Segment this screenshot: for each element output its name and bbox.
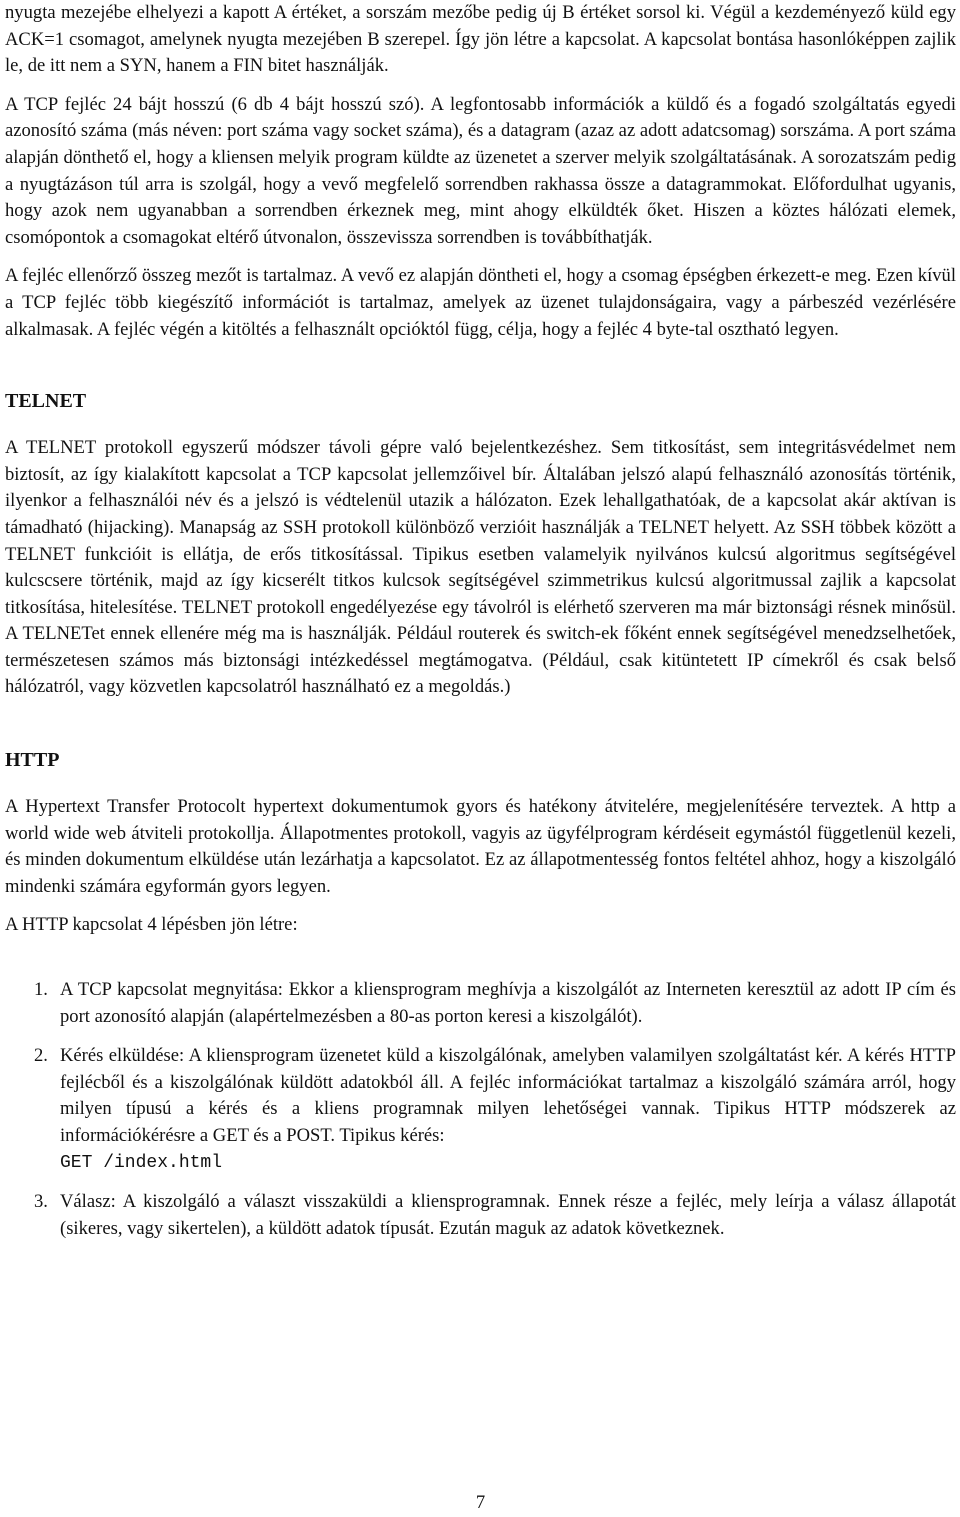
checksum-paragraph: A fejléc ellenőrző összeg mezőt is tartalmaz. A vevő ez alapján döntheti el, hogy a csomag épségben érkezett-e meg. Ezen kívül a TCP fejléc több kiegészítő információt is tartalmaz, amelyek az üzenet tulajdonságaira, vagy a párbeszéd vezérlésére alkalmasak. A fejléc végén a kitöltés a felhasznált opcióktól függ, célja, hogy a fejléc 4 byte-tal osztható legyen.	[5, 265, 956, 340]
step-number: 1.	[34, 979, 48, 1001]
telnet-paragraph: A TELNET protokoll egyszerű módszer távoli gépre való bejelentkezéshez. Sem titkosítást, sem integritásvédelmet nem biztosít, az így kialakított kapcsolat a TCP kapcsolat jellemzőivel bír. Általában jelszó alapú felhasználó azonosítás történik, ilyenkor a felhasználói név és a jelszó is védtelenül utazik a hálózaton. Ezek lehallgathatóak, de a kapcsolat akár aktívan is támadható (hijacking). Manapság az SSH protokoll különböző verzióit használják a TELNET helyett. Az SSH többek között a TELNET funkcióit is ellátja, de erős titkosítással. Tipikus esetben valamelyik nyilvános kulcsú algoritmus segítségével kulcscsere történik, majd az így kicserélt titkos kulcsok segítségével szimmetrikus kulcsú algoritmussal zajlik a kapcsolat titkosítása, hitelesítése. TELNET protokoll engedélyezése egy távolról is elérhető szerveren ma már biztonsági résnek minősül. A TELNETet ennek ellenére még ma is használják. Például routerek és switch-ek főként ennek segítségével menedzselhetőek, természetesen számos más biztonsági intézkedéssel megtámogatva. (Például, csak kitüntetett IP címekről és csak belső hálózatról, vagy közvetlen kapcsolatról használható ez a megoldás.)	[5, 437, 956, 698]
http-steps-list	[5, 977, 956, 1242]
http-heading: HTTP	[5, 749, 60, 772]
page-number: 7	[475, 1492, 486, 1513]
http-paragraph: A Hypertext Transfer Protocolt hypertext dokumentumok gyors és hatékony átvitelére, megjelenítésére terveztek. A http a world wide web átviteli protokollja. Állapotmentes protokoll, vagyis az ügyfélprogram kérdéseit egymástól függetlenül kezeli, és minden dokumentum elküldése után lezárhatja a kapcsolatot. Ez az állapotmentesség fontos feltétel ahhoz, hogy a kiszolgáló mindenki számára egyformán gyors legyen.	[5, 796, 956, 897]
code-example: GET /index.html	[60, 1152, 223, 1173]
http-steps-intro: A HTTP kapcsolat 4 lépésben jön létre:	[5, 914, 298, 936]
list-item	[5, 1189, 956, 1242]
telnet-heading: TELNET	[5, 390, 87, 413]
list-item	[5, 1043, 956, 1176]
step-text: Kérés elküldése: A kliensprogram üzenetet küld a kiszolgálónak, amelyben valamilyen szolgáltatást kér. A kérés HTTP fejlécből és a kiszolgálónak küldött adatokból áll. A fejléc információkat tartalmaz a kiszolgáló számára arról, hogy milyen típusú a kérés és a kliens programnak milyen lehetőségei vannak. Tipikus HTTP módszerek az információkérésre a GET és a POST. Tipikus kérés:	[60, 1045, 956, 1146]
document-page	[5, 0, 956, 1514]
step-text: A TCP kapcsolat megnyitása: Ekkor a kliensprogram meghívja a kiszolgálót az Interneten keresztül az adott IP cím és port azonosító alapján (alapértelmezésben a 80-as porton keresi a kiszolgálót).	[60, 979, 956, 1027]
step-text: Válasz: A kiszolgáló a választ visszaküldi a kliensprogramnak. Ennek része a fejléc, mely leírja a válasz állapotát (sikeres, vagy sikertelen), a küldött adatok típusát. Ezután maguk az adatok következnek.	[60, 1191, 956, 1239]
tcp-header-paragraph: A TCP fejléc 24 bájt hosszú (6 db 4 bájt hosszú szó). A legfontosabb információk a küldő és a fogadó szolgáltatás egyedi azonosító száma (más néven: port száma vagy socket száma), és a datagram (azaz az adott adatcsomag) sorszáma. A port száma alapján dönthető el, hogy a kliensen melyik program küldte az üzenetet a szerver melyik szolgáltatásának. A sorozatszám pedig a nyugtázáson túl arra is szolgál, hogy a vevő megfelelő sorrendben rakhassa össze a datagrammokat. Előfordulhat ugyanis, hogy azok nem ugyanabban a sorrendben érkeznek meg, mint ahogy elküldték őket. Hiszen a köztes hálózati elemek, csomópontok a csomagokat eltérő útvonalon, összevissza sorrendben is továbbíthatják.	[5, 93, 956, 248]
step-number: 3.	[34, 1191, 48, 1213]
list-item	[5, 977, 956, 1030]
intro-paragraph: nyugta mezejébe elhelyezi a kapott A értéket, a sorszám mezőbe pedig új B értéket sorsol ki. Végül a kezdeményező küld egy ACK=1 csomagot, amelynek nyugta mezejében B szerepel. Így jön létre a kapcsolat. A kapcsolat bontása hasonlóképpen zajlik le, de itt nem a SYN, hanem a FIN bitet használják.	[5, 2, 956, 77]
step-number: 2.	[34, 1045, 48, 1067]
